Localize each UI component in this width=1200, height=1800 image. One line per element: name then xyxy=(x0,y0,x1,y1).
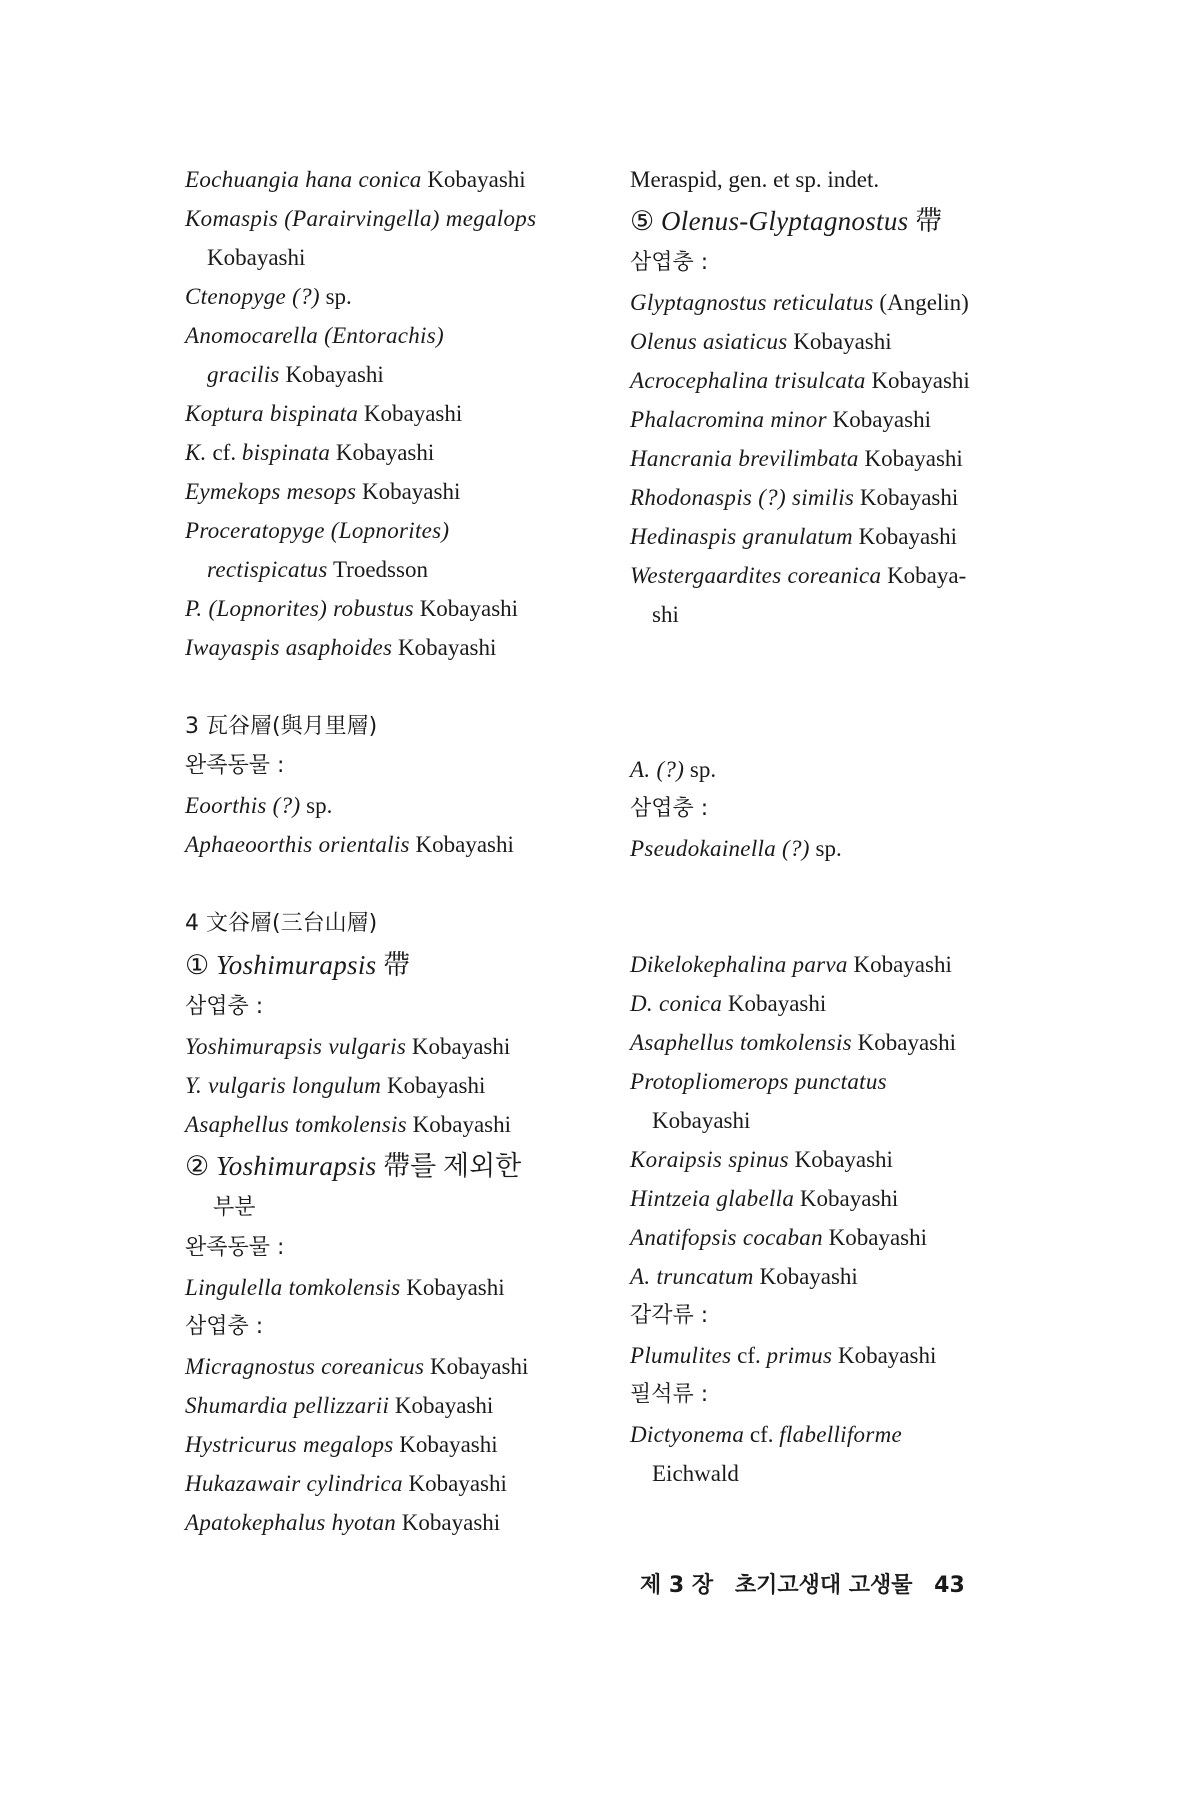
species-line xyxy=(185,1386,615,1425)
species-line xyxy=(185,472,615,511)
species-author: Kobayashi xyxy=(412,1112,512,1137)
right-column xyxy=(630,750,1060,868)
species-line xyxy=(185,1268,615,1307)
left-column xyxy=(185,160,615,667)
species-author: Kobayashi xyxy=(857,1030,957,1055)
species-line xyxy=(630,1179,1060,1218)
species-name: Hukazawair cylindrica xyxy=(185,1471,403,1496)
species-line xyxy=(630,1454,1060,1493)
species-line xyxy=(185,238,615,277)
species-line xyxy=(630,1257,1060,1296)
species-name: Komaspis (Parairvingella) megalops xyxy=(185,206,537,231)
species-name: Eoorthis (?) xyxy=(185,793,301,818)
species-name: Phalacromina minor xyxy=(630,407,827,432)
species-name: Anatifopsis cocaban xyxy=(630,1225,823,1250)
group-label: 필석류 : xyxy=(630,1382,709,1407)
species-name: Koraipsis spinus xyxy=(630,1147,789,1172)
species-name: Hystricurus megalops xyxy=(185,1432,394,1457)
species-name: Hancrania brevilimbata xyxy=(630,446,859,471)
species-name: Glyptagnostus reticulatus xyxy=(630,290,874,315)
species-name: Ctenopyge (?) xyxy=(185,284,320,309)
species-author: cf. xyxy=(737,1343,761,1368)
species-line xyxy=(630,283,1060,322)
species-author: sp. xyxy=(815,836,842,861)
species-line xyxy=(185,511,615,550)
page-footer xyxy=(640,1568,1060,1599)
species-author: Kobayashi xyxy=(793,329,892,354)
left-column xyxy=(185,708,615,864)
species-author: Kobayashi xyxy=(799,1186,899,1211)
species-line xyxy=(185,277,615,316)
species-epithet: primus xyxy=(766,1343,833,1368)
species-author: Kobayashi xyxy=(727,991,827,1016)
species-line xyxy=(630,478,1060,517)
chapter-title: 초기고생대 고생물 xyxy=(734,1573,913,1598)
species-name: Protopliomerops punctatus xyxy=(630,1069,887,1094)
species-name: Hintzeia glabella xyxy=(630,1186,795,1211)
species-author: Kobayashi xyxy=(401,1510,501,1535)
species-name: Olenus asiaticus xyxy=(630,329,788,354)
species-name: Apatokephalus hyotan xyxy=(185,1510,397,1535)
group-label: 삼엽충 : xyxy=(630,796,709,821)
species-author: shi xyxy=(652,602,679,627)
species-name: Pseudokainella (?) xyxy=(630,836,810,861)
species-author: Kobayashi xyxy=(363,401,463,426)
species-name: A. truncatum xyxy=(630,1264,754,1289)
species-name: K. xyxy=(185,440,207,465)
species-name: Westergaardites coreanica xyxy=(630,563,882,588)
group-label: 완족동물 : xyxy=(185,753,285,778)
section-heading: 4 文谷層(三台山層) xyxy=(185,911,378,936)
species-name: A. (?) xyxy=(630,757,685,782)
species-line xyxy=(185,1503,615,1542)
species-line xyxy=(185,1066,615,1105)
group-label: 완족동물 : xyxy=(185,1235,285,1260)
species-name: Proceratopyge (Lopnorites) xyxy=(185,518,450,543)
species-name: Eochuangia hana conica xyxy=(185,167,422,192)
page-number: 43 xyxy=(934,1573,965,1598)
species-name: Asaphellus tomkolensis xyxy=(630,1030,852,1055)
species-line xyxy=(185,160,615,199)
species-name: Plumulites xyxy=(630,1343,732,1368)
species-author: sp. xyxy=(325,284,352,309)
species-name: Asaphellus tomkolensis xyxy=(185,1112,407,1137)
species-name: Eymekops mesops xyxy=(185,479,357,504)
species-author: Kobayashi xyxy=(399,1432,498,1457)
species-line xyxy=(630,439,1060,478)
species-author: Kobayashi xyxy=(828,1225,928,1250)
species-author: Troedsson xyxy=(332,557,428,582)
species-author: Kobayashi xyxy=(837,1343,937,1368)
species-author: sp. xyxy=(689,757,717,782)
species-line xyxy=(630,829,1060,868)
species-line xyxy=(630,361,1060,400)
zone-name: Olenus-Glyptagnostus xyxy=(660,206,909,236)
species-author: (Angelin) xyxy=(879,290,969,315)
species-author: Kobayashi xyxy=(285,362,384,387)
species-author: Kobayashi xyxy=(415,832,514,857)
species-author: sp. xyxy=(306,793,333,818)
zone-suffix: 帶 xyxy=(383,950,411,980)
zone-1-heading xyxy=(185,943,615,987)
species-author: Kobayashi xyxy=(398,635,497,660)
species-line xyxy=(185,1425,615,1464)
zone-number: ⑤ xyxy=(630,206,655,236)
group-label: 삼엽충 : xyxy=(630,250,709,275)
species-line xyxy=(185,1027,615,1066)
species-name: Koptura bispinata xyxy=(185,401,359,426)
species-line xyxy=(630,1336,1060,1375)
species-author: Kobayashi xyxy=(859,485,959,510)
right-column xyxy=(630,160,1060,634)
species-name: Micragnostus coreanicus xyxy=(185,1354,425,1379)
species-author: Kobayashi xyxy=(419,596,519,621)
zone-suffix: 帶 xyxy=(915,206,943,236)
species-name: Iwayaspis asaphoides xyxy=(185,635,393,660)
species-author: Kobayashi xyxy=(386,1073,486,1098)
species-line xyxy=(185,433,615,472)
group-label: 삼엽충 : xyxy=(185,1314,264,1339)
species-line xyxy=(630,1415,1060,1454)
chapter-label: 제 3 장 xyxy=(640,1573,714,1598)
species-line xyxy=(185,316,615,355)
species-line xyxy=(185,1464,615,1503)
species-author: Kobayashi xyxy=(427,167,526,192)
species-line xyxy=(185,199,615,238)
species-author: Kobayashi xyxy=(429,1354,529,1379)
species-name: Rhodonaspis (?) similis xyxy=(630,485,855,510)
species-line xyxy=(185,825,615,864)
species-author: cf. xyxy=(749,1422,774,1447)
species-line xyxy=(630,1218,1060,1257)
species-line xyxy=(630,1062,1060,1101)
species-name: Aphaeoorthis orientalis xyxy=(185,832,410,857)
species-line xyxy=(185,589,615,628)
zone-number: ① xyxy=(185,950,210,980)
zone-5-heading xyxy=(630,199,1060,243)
species-author: Kobayashi xyxy=(652,1108,751,1133)
group-label: 갑각류 : xyxy=(630,1303,709,1328)
species-line xyxy=(630,945,1060,984)
species-name: Anomocarella (Entorachis) xyxy=(185,323,444,348)
species-name: Lingulella tomkolensis xyxy=(185,1275,401,1300)
species-author: Eichwald xyxy=(652,1461,739,1486)
species-name: Hedinaspis granulatum xyxy=(630,524,853,549)
species-name: Shumardia pellizzarii xyxy=(185,1393,390,1418)
species-line xyxy=(630,517,1060,556)
species-line xyxy=(630,984,1060,1023)
species-author: Kobayashi xyxy=(394,1393,494,1418)
species-author: Kobayashi xyxy=(361,479,461,504)
species-name: P. (Lopnorites) robustus xyxy=(185,596,414,621)
species-line xyxy=(630,1140,1060,1179)
species-name: rectispicatus xyxy=(207,557,328,582)
species-line xyxy=(185,550,615,589)
species-name: Acrocephalina trisulcata xyxy=(630,368,866,393)
zone-2-heading xyxy=(185,1144,615,1188)
species-author: cf. xyxy=(212,440,237,465)
species-line xyxy=(630,556,1060,595)
species-name: Dikelokephalina parva xyxy=(630,952,848,977)
species-author: Kobayashi xyxy=(871,368,970,393)
species-author: Kobayashi xyxy=(408,1471,507,1496)
species-author: Kobaya- xyxy=(887,563,967,588)
species-author: Kobayashi xyxy=(853,952,952,977)
species-line xyxy=(630,400,1060,439)
section-heading: 3 瓦谷層(與月里層) xyxy=(185,714,378,739)
zone-2-heading-cont: 부분 xyxy=(213,1195,256,1220)
species-author: Kobayashi xyxy=(759,1264,858,1289)
species-author: Kobayashi xyxy=(406,1275,505,1300)
zone-name: Yoshimurapsis xyxy=(215,950,377,980)
species-author: Kobayashi xyxy=(794,1147,893,1172)
species-author: Kobayashi xyxy=(832,407,931,432)
species-line xyxy=(630,322,1060,361)
species-line xyxy=(185,394,615,433)
species-line xyxy=(630,750,1060,789)
species-epithet: flabelliforme xyxy=(779,1422,902,1447)
left-column xyxy=(185,905,615,1542)
zone-name: Yoshimurapsis xyxy=(215,1151,377,1181)
species-line xyxy=(630,595,1060,634)
right-column xyxy=(630,945,1060,1493)
species-line xyxy=(185,1347,615,1386)
species-line xyxy=(185,628,615,667)
species-line xyxy=(630,1023,1060,1062)
species-author: Kobayashi xyxy=(207,245,306,270)
species-author: Kobayashi xyxy=(335,440,435,465)
species-line xyxy=(185,355,615,394)
species-name: Dictyonema xyxy=(630,1422,745,1447)
zone-number: ② xyxy=(185,1151,210,1181)
species-line xyxy=(630,1101,1060,1140)
species-line xyxy=(185,786,615,825)
species-name: Y. vulgaris longulum xyxy=(185,1073,382,1098)
species-author: Kobayashi xyxy=(864,446,963,471)
species-line xyxy=(185,1105,615,1144)
group-label: 삼엽충 : xyxy=(185,994,264,1019)
zone-suffix: 帶를 제외한 xyxy=(383,1151,522,1181)
species-name: Yoshimurapsis vulgaris xyxy=(185,1034,407,1059)
species-epithet: bispinata xyxy=(241,440,331,465)
species-name: gracilis xyxy=(207,362,280,387)
species-name: D. conica xyxy=(630,991,723,1016)
species-author: Kobayashi xyxy=(858,524,958,549)
species-author: Kobayashi xyxy=(411,1034,511,1059)
right-first-line: Meraspid, gen. et sp. indet. xyxy=(630,167,880,192)
